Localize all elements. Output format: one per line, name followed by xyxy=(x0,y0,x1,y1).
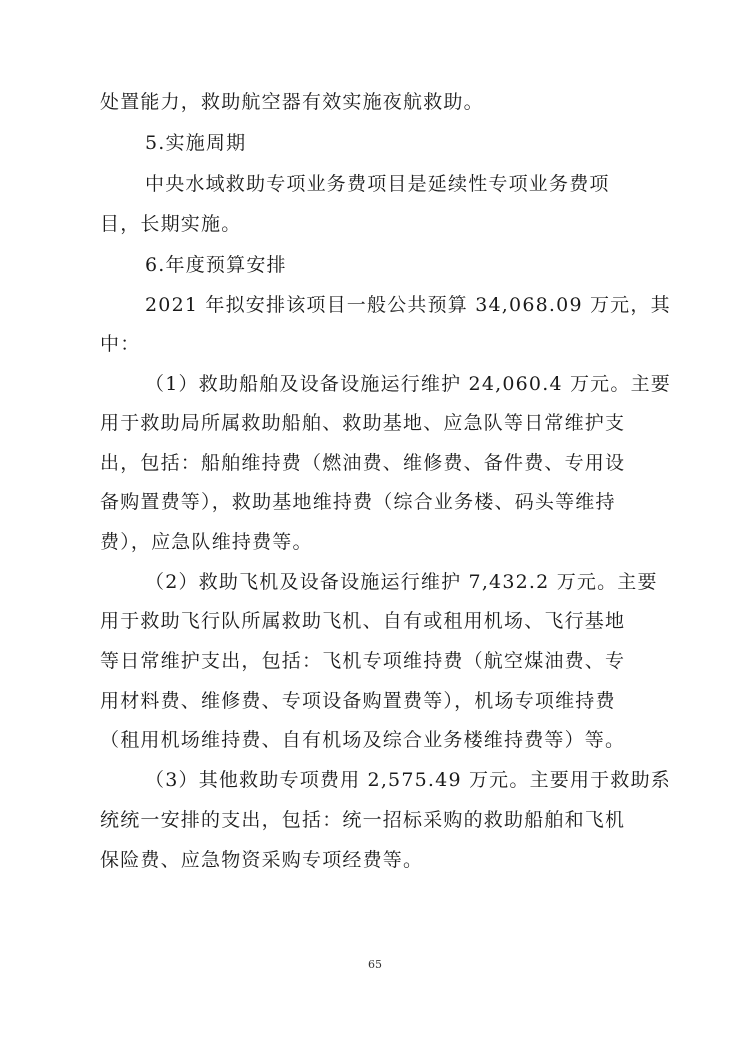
text-line-14: 用于救助飞行队所属救助飞机、自有或租用机场、飞行基地 xyxy=(100,610,626,632)
section-heading-implementation-period: 5.实施周期 xyxy=(145,132,247,154)
text-line-6: 2021 年拟安排该项目一般公共预算 34,068.09 万元，其 xyxy=(145,294,671,316)
text-line-8: （1）救助船舶及设备设施运行维护 24,060.4 万元。主要 xyxy=(145,373,671,395)
text-line-17: （租用机场维持费、自有机场及综合业务楼维持费等）等。 xyxy=(100,729,626,751)
text-line-16: 用材料费、维修费、专项设备购置费等），机场专项维持费 xyxy=(100,690,616,712)
text-line-7: 中： xyxy=(100,333,141,355)
text-line-9: 用于救助局所属救助船舶、救助基地、应急队等日常维护支 xyxy=(100,412,626,434)
text-line-20: 保险费、应急物资采购专项经费等。 xyxy=(100,849,424,871)
page-number: 65 xyxy=(368,958,382,971)
text-line-3: 中央水域救助专项业务费项目是延续性专项业务费项 xyxy=(145,173,610,195)
text-line-15: 等日常维护支出，包括：飞机专项维持费（航空煤油费、专 xyxy=(100,650,626,672)
text-line-1: 处置能力，救助航空器有效实施夜航救助。 xyxy=(100,91,484,113)
text-line-18: （3）其他救助专项费用 2,575.49 万元。主要用于救助系 xyxy=(145,769,671,791)
text-line-12: 费），应急队维持费等。 xyxy=(100,531,313,553)
text-line-19: 统统一安排的支出，包括：统一招标采购的救助船舶和飞机 xyxy=(100,809,626,831)
text-line-4: 目，长期实施。 xyxy=(100,213,242,235)
text-line-10: 出，包括：船舶维持费（燃油费、维修费、备件费、专用设 xyxy=(100,452,626,474)
text-line-11: 备购置费等），救助基地维持费（综合业务楼、码头等维持 xyxy=(100,491,616,513)
text-line-13: （2）救助飞机及设备设施运行维护 7,432.2 万元。主要 xyxy=(145,571,658,593)
section-heading-annual-budget: 6.年度预算安排 xyxy=(145,254,287,276)
